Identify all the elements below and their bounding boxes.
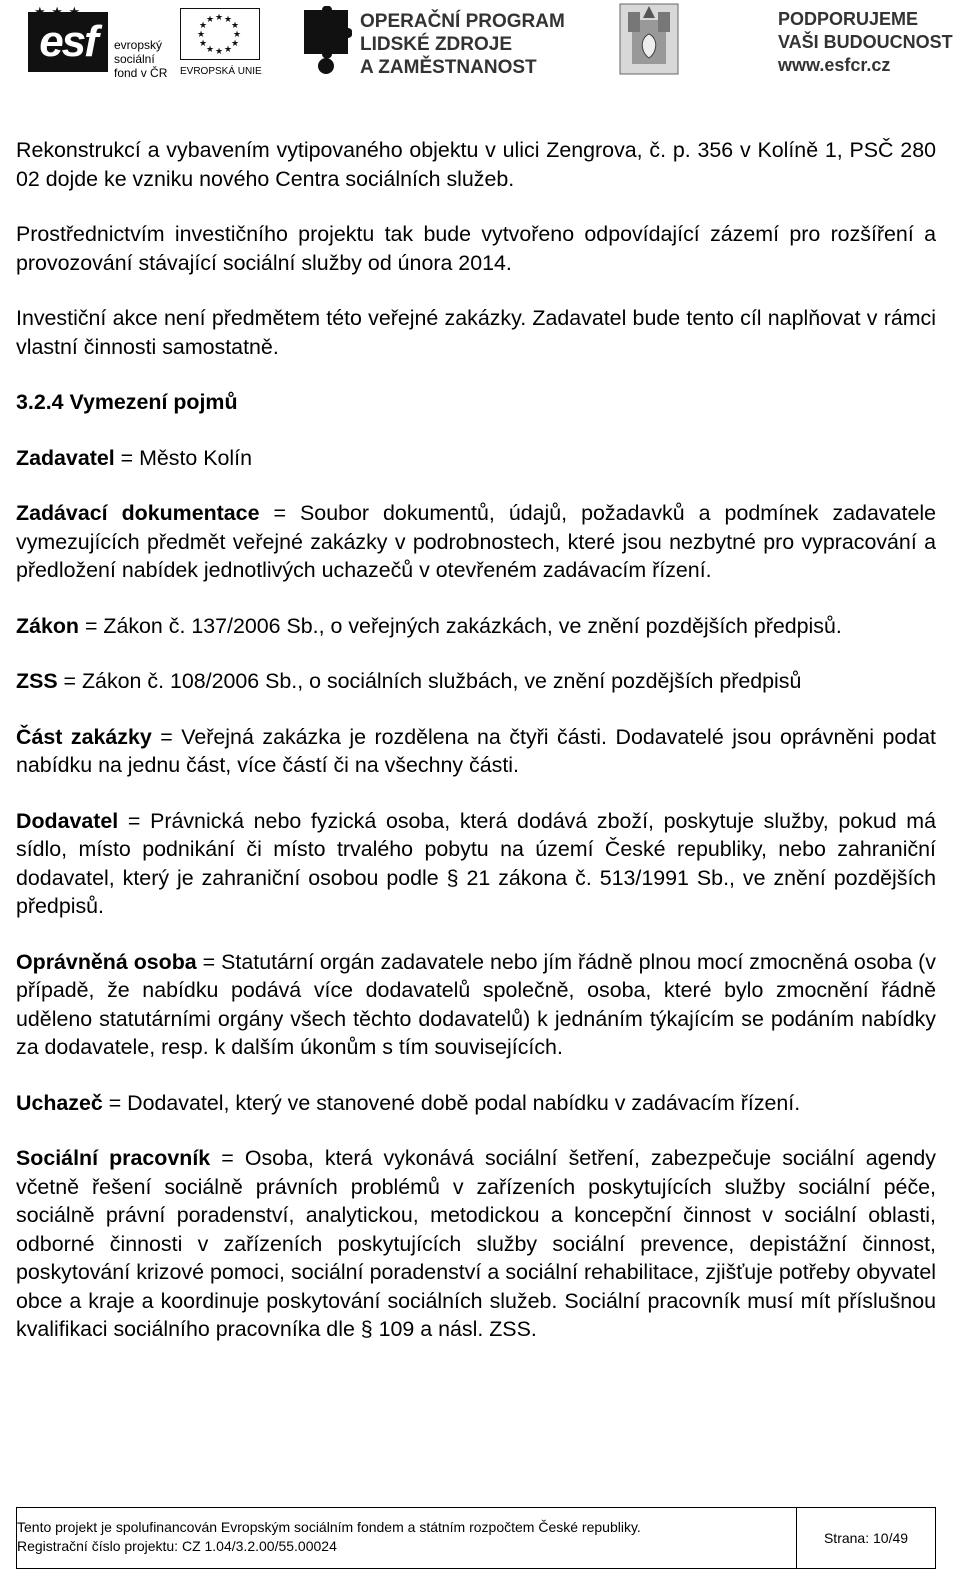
definition-text: = Osoba, která vykonává sociální šetření, zabezpečuje sociální agendy včetně řešení sociálně právních problémů v zařízeních poskytujících služby sociální péče, sociálně právní poradenství, analytickou, metodickou a koncepční činnost v sociální oblasti, odborné činnosti v zařízeních poskytujících služby sociální prevence, depistážní činnost, poskytování krizové pomoci, sociální poradenství a sociální rehabilitace, zjišťuje potřeby obyvatel obce a kraje a koordinuje poskytování sociálních služeb. Sociální pracovník musí mít příslušnou kvalifikaci sociálního pracovníka dle § 109 a násl. ZSS. — [16, 1146, 936, 1341]
page-footer — [16, 1507, 936, 1569]
definition — [16, 807, 936, 921]
definition-text: = Zákon č. 137/2006 Sb., o veřejných zakázkách, ve znění pozdějších předpisů. — [79, 613, 842, 638]
definition — [16, 1089, 936, 1118]
puzzle-icon — [300, 6, 352, 76]
definition-term: ZSS — [16, 669, 58, 693]
definition-text: = Právnická nebo fyzická osoba, která dodává zboží, poskytuje služby, pokud má sídlo, místo podnikání či místo trvalého pobytu na území České republiky, nebo zahraniční dodavatel, který je zahraniční osobou podle § 21 zákona č. 513/1991 Sb., ve znění pozdějších předpisů. — [16, 808, 936, 918]
definition — [16, 499, 936, 585]
definition-term: Dodavatel — [16, 808, 119, 833]
definition-term: Zadávací dokumentace — [16, 501, 260, 525]
svg-text:★: ★ — [232, 30, 242, 40]
svg-text:★: ★ — [223, 45, 233, 55]
page-header — [0, 0, 960, 92]
svg-text:★: ★ — [214, 47, 224, 57]
op-text: OPERAČNÍ PROGRAM LIDSKÉ ZDROJE A ZAMĚSTNANOST — [360, 11, 565, 78]
eu-logo — [180, 8, 262, 78]
eu-stars-icon — [181, 9, 258, 58]
svg-text:★: ★ — [230, 39, 240, 49]
footer-funding-text: Tento projekt je spolufinancován Evropským sociálním fondem a státním rozpočtem České republiky. — [17, 1519, 641, 1535]
definition-text: = Statutární orgán zadavatele nebo jím řádně plnou mocí zmocněná osoba (v případě, že nabídku podává více dodavatelů společně, osoba, které bylo zmocnění řádně uděleno statutárními orgány všech těchto dodavatelů) k jednáním týkajícím se podáním nabídky za dodavatele, resp. k dalším úkonům s tím souvisejících. — [16, 949, 936, 1059]
definition-term: Sociální pracovník — [16, 1146, 211, 1170]
definition — [16, 723, 936, 780]
svg-text:★: ★ — [196, 30, 206, 40]
eu-text: EVROPSKÁ UNIE — [180, 66, 262, 77]
footer-info — [17, 1508, 797, 1568]
definition-text: = Dodavatel, který ve stanovené době podal nabídku v zadávacím řízení. — [102, 1090, 801, 1115]
definition-text: = Soubor dokumentů, údajů, požadavků a podmínek zadavatele vymezujících předmět veřejné zakázky v podrobnostech, které jsou nezbytné pro vypracování a předložení nabídek jednotlivých uchazečů v otevřeném zadávacím řízení. — [16, 501, 936, 582]
definition — [16, 948, 936, 1062]
svg-text:★: ★ — [198, 39, 208, 49]
paragraph: Rekonstrukcí a vybavením vytipovaného objektu v ulici Zengrova, č. p. 356 v Kolíně 1, PSČ 280 02 dojde ke vzniku nového Centra sociálních služeb. — [16, 138, 936, 191]
svg-text:★: ★ — [230, 21, 240, 31]
definition-term: Zákon — [16, 613, 79, 638]
svg-text:★: ★ — [205, 45, 215, 55]
definition-term: Zadavatel — [16, 445, 115, 470]
svg-text:★: ★ — [198, 21, 208, 31]
definition-term: Část zakázky — [16, 724, 152, 749]
definition-text: = Město Kolín — [114, 445, 253, 470]
esf-logo — [28, 6, 178, 78]
definition-text: = Zákon č. 108/2006 Sb., o sociálních službách, ve znění pozdějších předpisů — [57, 669, 802, 693]
definition-term: Oprávněná osoba — [16, 949, 197, 974]
support-text: PODPORUJEME VAŠI BUDOUCNOST www.esfcr.cz — [778, 9, 953, 75]
section-heading: 3.2.4 Vymezení pojmů — [16, 390, 238, 414]
svg-text:★: ★ — [223, 15, 233, 25]
definition — [16, 667, 936, 696]
paragraph: Investiční akce není předmětem této veřejné zakázky. Zadavatel bude tento cíl naplňovat v rámci vlastní činnosti samostatně. — [16, 306, 936, 359]
coat-of-arms — [618, 2, 680, 76]
eu-flag-icon — [180, 8, 260, 60]
page-number: Strana: 10/49 — [823, 1530, 909, 1546]
svg-text:★: ★ — [205, 15, 215, 25]
definition-text: = Veřejná zakázka je rozdělena na čtyři části. Dodavatelé jsou oprávněni podat nabídku na jednu část, více částí či na všechny části. — [16, 724, 936, 777]
definition-term: Uchazeč — [16, 1090, 103, 1115]
paragraph: Prostřednictvím investičního projektu tak bude vytvořeno odpovídající zázemí pro rozšíření a provozování stávající sociální služby od února 2014. — [16, 222, 936, 275]
footer-registration-text: Registrační číslo projektu: CZ 1.04/3.2.00/55.00024 — [17, 1538, 337, 1554]
esf-text: evropský sociální fond v ČR — [114, 38, 168, 80]
document-body — [16, 136, 936, 1344]
op-logo — [300, 4, 565, 80]
definition — [16, 1144, 936, 1344]
castle-icon — [618, 2, 680, 76]
definition — [16, 612, 936, 641]
definition — [16, 444, 936, 473]
esf-mark: esf — [28, 12, 108, 72]
svg-text:★: ★ — [214, 13, 224, 23]
